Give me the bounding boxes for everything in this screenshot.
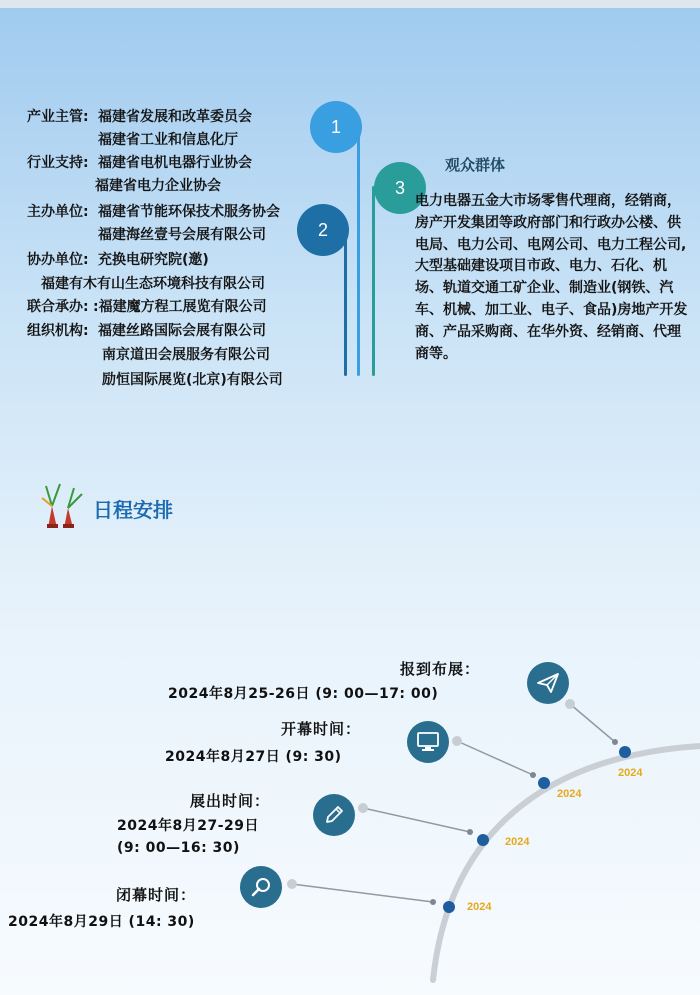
- pencil-icon: [313, 794, 355, 836]
- schedule-value-opening: 2024年8月27日 (9: 30): [165, 749, 342, 765]
- organizer-line: 励恒国际展览(北京)有限公司: [102, 372, 283, 388]
- organizer-line: :福建魔方程工展览有限公司: [93, 299, 267, 315]
- organizer-label-joint: 联合承办:: [27, 299, 89, 315]
- monitor-icon: [407, 721, 449, 763]
- organizer-label-host: 主办单位:: [27, 204, 89, 220]
- organizer-line: 充换电研究院(邀): [98, 252, 209, 268]
- schedule-value-exhibit: 2024年8月27-29日: [117, 818, 259, 834]
- schedule-label-closing: 闭幕时间：: [116, 886, 197, 904]
- organizer-line: 福建省工业和信息化厅: [98, 132, 238, 148]
- year-label: 2024: [505, 836, 530, 848]
- schedule-label-setup: 报到布展：: [400, 660, 481, 678]
- year-label: 2024: [557, 788, 582, 800]
- organizer-line: 福建丝路国际会展有限公司: [98, 323, 266, 339]
- schedule-label-opening: 开幕时间：: [281, 720, 362, 738]
- schedule-title: 日程安排: [93, 498, 173, 522]
- year-label: 2024: [618, 767, 643, 779]
- step-circle-3: 3: [374, 162, 426, 214]
- organizer-line: 福建省发展和改革委员会: [98, 109, 252, 125]
- audience-text: 电力电器五金大市场零售代理商，经销商，房产开发集团等政府部门和行政办公楼、供电局、电力公司、电网公司、电力工程公司,大型基础建设项目市政、电力、石化、机场、轨道交通工矿企业、制造业(钢铁、汽车、机械、加工业、电子、食品)房地产开发商、产品采购商、在华外资、经销商、代理商等。: [415, 193, 688, 362]
- schedule-value-setup: 2024年8月25-26日 (9: 00—17: 00): [168, 686, 439, 702]
- organizer-label-support: 行业支持:: [27, 155, 89, 171]
- audience-title: 观众群体: [445, 156, 506, 174]
- organizer-line: 福建有木有山生态环境科技有限公司: [41, 276, 265, 292]
- organizer-line: 福建省电力企业协会: [95, 178, 221, 194]
- schedule-label-exhibit: 展出时间：: [190, 792, 271, 810]
- magnifier-icon: [240, 866, 282, 908]
- year-label: 2024: [467, 901, 492, 913]
- schedule-value-exhibit-hours: (9: 00—16: 30): [117, 840, 240, 856]
- organizer-line: 南京道田会展服务有限公司: [102, 347, 270, 363]
- step-circle-2: 2: [297, 204, 349, 256]
- organizer-label-industry: 产业主管:: [27, 109, 89, 125]
- step-circle-1: 1: [310, 101, 362, 153]
- organizer-line: 福建省节能环保技术服务协会: [98, 204, 280, 220]
- organizer-line: 福建省电机电器行业协会: [98, 155, 252, 171]
- paper-plane-icon: [527, 662, 569, 704]
- schedule-value-closing: 2024年8月29日 (14: 30): [8, 914, 195, 930]
- organizer-label-co: 协办单位:: [27, 252, 89, 268]
- organizer-line: 福建海丝壹号会展有限公司: [98, 227, 266, 243]
- organizer-label-org: 组织机构:: [27, 323, 89, 339]
